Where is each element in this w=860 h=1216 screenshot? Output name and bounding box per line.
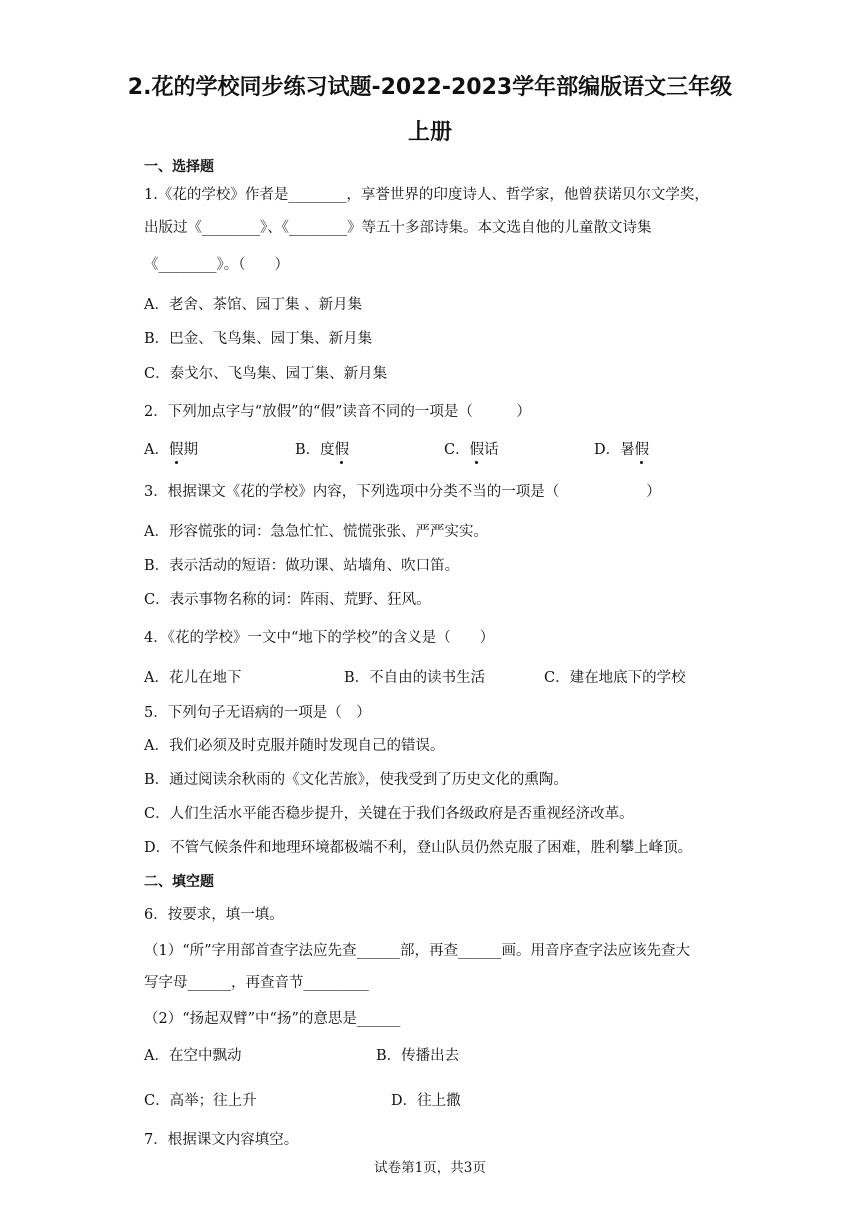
question-6-option-c: C．高举；往上升 (144, 1093, 257, 1109)
question-2-option-d (594, 443, 649, 458)
question-6-option-d: D．往上撒 (391, 1093, 461, 1109)
dotted-character: 假 (634, 442, 650, 458)
question-6-part-1-line-1: （1）“所”字用部首查字法应先查______部，再查______画。用音序查字法应该先查大 (144, 943, 691, 959)
question-6-option-a: A．在空中飘动 (144, 1048, 242, 1064)
question-7-stem: 7．根据课文内容填空。 (144, 1132, 299, 1148)
option-label: D． (594, 442, 621, 458)
question-2-option-c (444, 443, 499, 458)
document-title-continued: 上册 (407, 120, 452, 145)
dotted-character: 假 (168, 442, 184, 458)
question-1-option-b: B．巴金、飞鸟集、园丁集、新月集 (144, 331, 373, 347)
question-6-stem: 6．按要求，填一填。 (144, 907, 284, 923)
question-1-option-a: A．老舍、茶馆、园丁集 、新月集 (144, 297, 363, 313)
option-text: 期 (183, 442, 198, 458)
document-title: 2.花的学校同步练习试题-2022-2023学年部编版语文三年级 (127, 75, 733, 100)
question-6-part-2: （2）“扬起双臂”中“扬”的意思是______ (144, 1011, 401, 1027)
question-4-option-c: C．建在地底下的学校 (544, 670, 686, 686)
question-2-option-b (295, 443, 349, 458)
option-label: A． (144, 442, 169, 458)
question-3-option-b: B．表示活动的短语：做功课、站墙角、吹口笛。 (144, 558, 460, 574)
question-4-option-b: B．不自由的读书生活 (344, 670, 486, 686)
option-label: B． (295, 442, 321, 458)
section-heading-choice: 一、选择题 (144, 159, 214, 175)
question-1-line-3: 《________》。（ ） (144, 257, 289, 273)
question-6-part-1-line-2: 写字母______，再查音节_________ (144, 975, 369, 991)
question-1-line-2: 出版过《________》、《________》等五十多部诗集。本文选自他的儿童散文诗集 (144, 220, 652, 236)
question-3-option-c: C．表示事物名称的词：阵雨、荒野、狂风。 (144, 592, 431, 608)
question-6-option-b: B．传播出去 (376, 1048, 460, 1064)
option-text: 暑 (620, 442, 635, 458)
question-3-option-a: A．形容慌张的词：急急忙忙、慌慌张张、严严实实。 (144, 524, 488, 540)
section-heading-fill: 二、填空题 (144, 874, 214, 890)
question-3-stem: 3．根据课文《花的学校》内容，下列选项中分类不当的一项是（ ） (144, 484, 661, 500)
question-5-option-b: B．通过阅读余秋雨的《文化苦旅》，使我受到了历史文化的熏陶。 (144, 772, 568, 788)
question-5-option-d: D．不管气候条件和地理环境都极端不利，登山队员仍然克服了困难，胜利攀上峰顶。 (144, 840, 693, 856)
dotted-character: 假 (334, 442, 350, 458)
question-4-stem: 4．《花的学校》一文中“地下的学校”的含义是（ ） (144, 630, 495, 646)
question-1-line-1: 1.《花的学校》作者是________，享誉世界的印度诗人、哲学家，他曾获诺贝尔文学奖， (144, 187, 709, 203)
question-1-option-c: C．泰戈尔、飞鸟集、园丁集、新月集 (144, 366, 388, 382)
option-text: 话 (484, 442, 499, 458)
question-5-stem: 5．下列句子无语病的一项是（ ） (144, 705, 371, 721)
question-2-stem: 2．下列加点字与“放假”的“假”读音不同的一项是（ ） (144, 404, 531, 420)
dotted-character: 假 (469, 442, 485, 458)
page-footer: 试卷第1页，共3页 (374, 1160, 486, 1176)
question-5-option-a: A．我们必须及时克服并随时发现自己的错误。 (144, 738, 445, 754)
option-text: 度 (320, 442, 335, 458)
option-label: C． (444, 442, 470, 458)
question-2-option-a (144, 443, 198, 458)
question-4-option-a: A．花儿在地下 (144, 670, 242, 686)
question-5-option-c: C．人们生活水平能否稳步提升，关键在于我们各级政府是否重视经济改革。 (144, 806, 634, 822)
